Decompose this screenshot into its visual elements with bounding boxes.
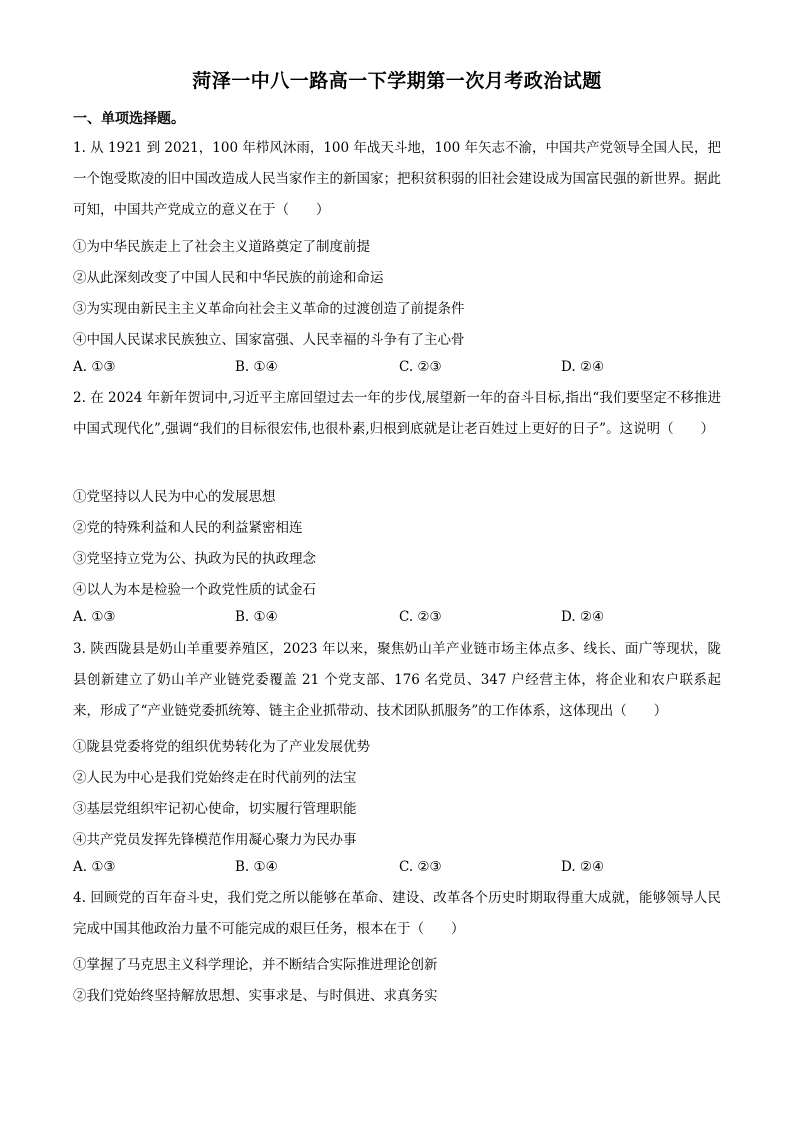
question-1-item-3: ③为实现由新民主主义革命向社会主义革命的过渡创造了前提条件	[73, 301, 465, 317]
question-3-item-2: ②人民为中心是我们党始终走在时代前列的法宝	[73, 770, 357, 786]
section-heading: 一、单项选择题。	[73, 111, 185, 127]
question-4-item-2: ②我们党始终坚持解放思想、实事求是、与时俱进、求真务实	[73, 988, 438, 1004]
question-2-option-c[interactable]: C. ②③	[399, 609, 442, 625]
question-3-stem: 3. 陕西陇县是奶山羊重要养殖区，2023 年以来，聚焦奶山羊产业链市场主体点多、线长、面广等现状，陇县创新建立了奶山羊产业链党委覆盖 21 个党支部、176 名党员、347 户经营主体，将企业和农户联系起来，形成了“产业链党委抓统筹、链主企业抓带动、技术团队抓服务”的工作体系，这体现出（ ）	[73, 641, 721, 719]
question-1-option-c[interactable]: C. ②③	[399, 359, 442, 375]
question-3-option-a[interactable]: A. ①③	[73, 859, 116, 875]
page-title: 菏泽一中八一路高一下学期第一次月考政治试题	[192, 70, 602, 92]
question-3-item-4: ④共产党员发挥先锋模范作用凝心聚力为民办事	[73, 832, 357, 848]
question-3-item-3: ③基层党组织牢记初心使命，切实履行管理职能	[73, 801, 357, 817]
question-1-option-a[interactable]: A. ①③	[73, 359, 116, 375]
question-3-option-d[interactable]: D. ②④	[561, 859, 605, 875]
question-2-option-b[interactable]: B. ①④	[235, 609, 278, 625]
question-3-item-1: ①陇县党委将党的组织优势转化为了产业发展优势	[73, 739, 370, 755]
question-2-item-3: ③党坚持立党为公、执政为民的执政理念	[73, 551, 316, 567]
question-2-item-2: ②党的特殊利益和人民的利益紧密相连	[73, 520, 303, 536]
question-1-option-b[interactable]: B. ①④	[235, 359, 278, 375]
question-2-item-1: ①党坚持以人民为中心的发展思想	[73, 489, 276, 505]
question-1-item-1: ①为中华民族走上了社会主义道路奠定了制度前提	[73, 239, 370, 255]
question-2-stem: 2. 在 2024 年新年贺词中,习近平主席回望过去一年的步伐,展望新一年的奋斗目标,指出“我们要坚定不移推进中国式现代化”,强调“我们的目标很宏伟,也很朴素,归根到底就是让老百姓过上更好的日子”。这说明（ ）	[73, 390, 721, 437]
question-4-stem: 4. 回顾党的百年奋斗史，我们党之所以能够在革命、建设、改革各个历史时期取得重大成就，能够领导人民完成中国其他政治力量不可能完成的艰巨任务，根本在于（ ）	[73, 890, 721, 937]
question-4-item-1: ①掌握了马克思主义科学理论，并不断结合实际推进理论创新	[73, 957, 438, 973]
question-2-item-4: ④以人为本是检验一个政党性质的试金石	[73, 582, 316, 598]
question-2-option-a[interactable]: A. ①③	[73, 609, 116, 625]
question-1-item-4: ④中国人民谋求民族独立、国家富强、人民幸福的斗争有了主心骨	[73, 332, 465, 348]
question-3-option-b[interactable]: B. ①④	[235, 859, 278, 875]
question-3-option-c[interactable]: C. ②③	[399, 859, 442, 875]
question-2-option-d[interactable]: D. ②④	[561, 609, 605, 625]
question-1-option-d[interactable]: D. ②④	[561, 359, 605, 375]
question-1-item-2: ②从此深刻改变了中国人民和中华民族的前途和命运	[73, 270, 384, 286]
question-1-stem: 1. 从 1921 到 2021，100 年栉风沐雨，100 年战天斗地，100 年矢志不渝，中国共产党领导全国人民，把一个饱受欺凌的旧中国改造成人民当家作主的新国家；把积贫积弱的旧社会建设成为国富民强的新世界。据此可知，中国共产党成立的意义在于（ ）	[73, 140, 721, 218]
